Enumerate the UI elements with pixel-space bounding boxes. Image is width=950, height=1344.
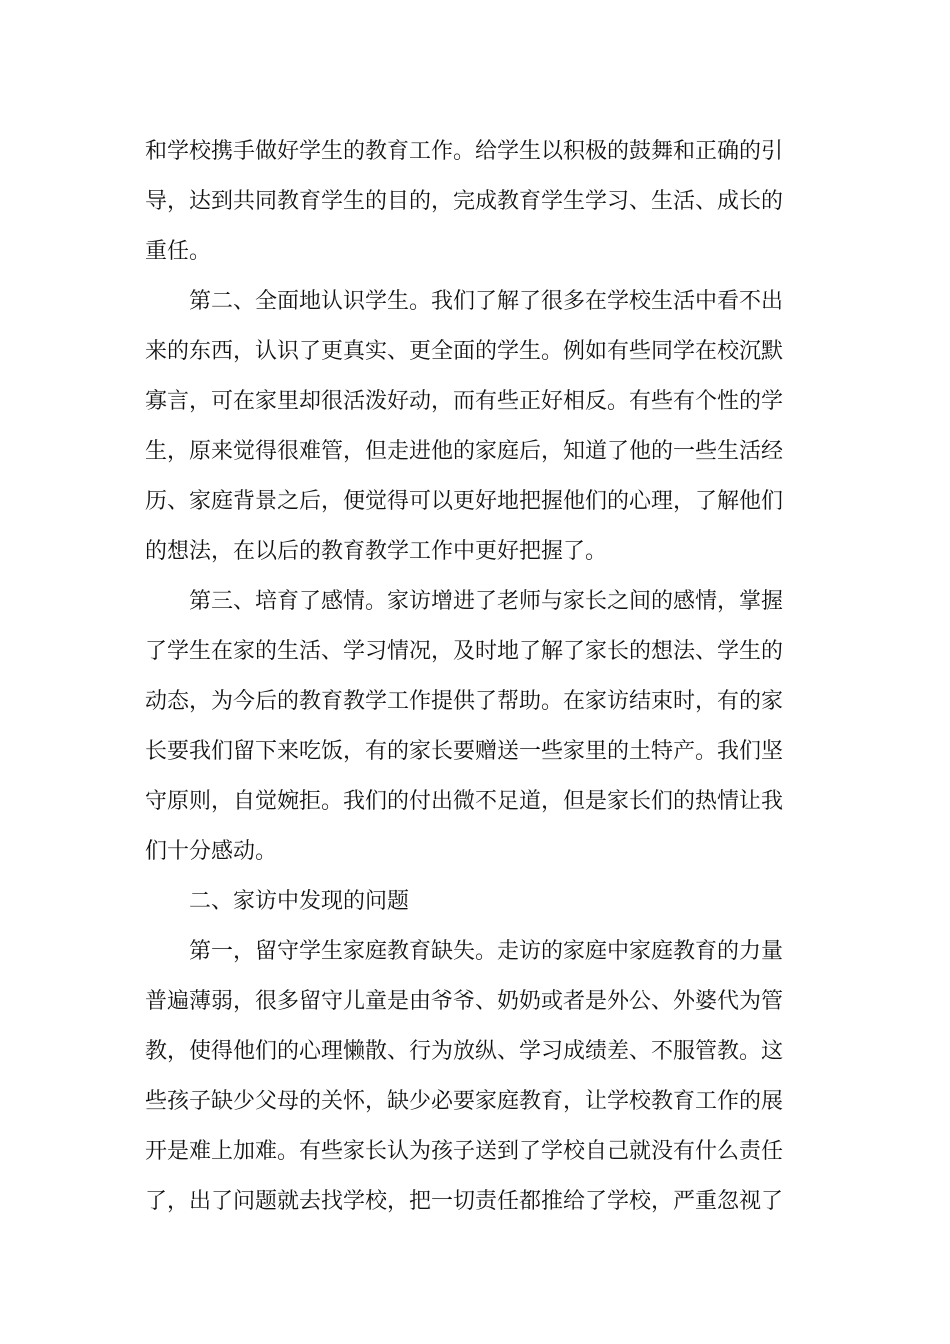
text-line: 了，出了问题就去找学校，把一切责任都推给了学校，严重忽视了 (145, 1189, 784, 1214)
text-line: 动态，为今后的教育教学工作提供了帮助。在家访结束时，有的家 (145, 689, 784, 714)
text-line: 开是难上加难。有些家长认为孩子送到了学校自己就没有什么责任 (145, 1139, 784, 1164)
text-line: 历、家庭背景之后，便觉得可以更好地把握他们的心理，了解他们 (145, 489, 784, 514)
text-line: 重任。 (145, 239, 212, 264)
text-line: 教，使得他们的心理懒散、行为放纵、学习成绩差、不服管教。这 (145, 1039, 784, 1064)
text-line: 第一，留守学生家庭教育缺失。走访的家庭中家庭教育的力量 (145, 939, 784, 964)
text-line: 寡言，可在家里却很活泼好动，而有些正好相反。有些有个性的学 (145, 389, 784, 414)
text-line: 们十分感动。 (145, 839, 278, 864)
text-line: 第三、培育了感情。家访增进了老师与家长之间的感情，掌握 (145, 589, 784, 614)
text-line: 的想法，在以后的教育教学工作中更好把握了。 (145, 539, 608, 564)
text-line: 长要我们留下来吃饭，有的家长要赠送一些家里的土特产。我们坚 (145, 739, 784, 764)
text-line: 守原则，自觉婉拒。我们的付出微不足道，但是家长们的热情让我 (145, 789, 784, 814)
text-line: 来的东西，认识了更真实、更全面的学生。例如有些同学在校沉默 (145, 339, 784, 364)
text-line: 生，原来觉得很难管，但走进他的家庭后，知道了他的一些生活经 (145, 439, 784, 464)
text-line: 些孩子缺少父母的关怀，缺少必要家庭教育，让学校教育工作的展 (145, 1089, 784, 1114)
text-line: 第二、全面地认识学生。我们了解了很多在学校生活中看不出 (145, 289, 784, 314)
document-body (145, 127, 810, 1227)
text-line: 了学生在家的生活、学习情况，及时地了解了家长的想法、学生的 (145, 639, 784, 664)
text-line: 导，达到共同教育学生的目的，完成教育学生学习、生活、成长的 (145, 189, 784, 214)
text-line: 普遍薄弱，很多留守儿童是由爷爷、奶奶或者是外公、外婆代为管 (145, 989, 784, 1014)
text-line: 和学校携手做好学生的教育工作。给学生以积极的鼓舞和正确的引 (145, 139, 784, 164)
section-heading: 二、家访中发现的问题 (145, 889, 410, 914)
